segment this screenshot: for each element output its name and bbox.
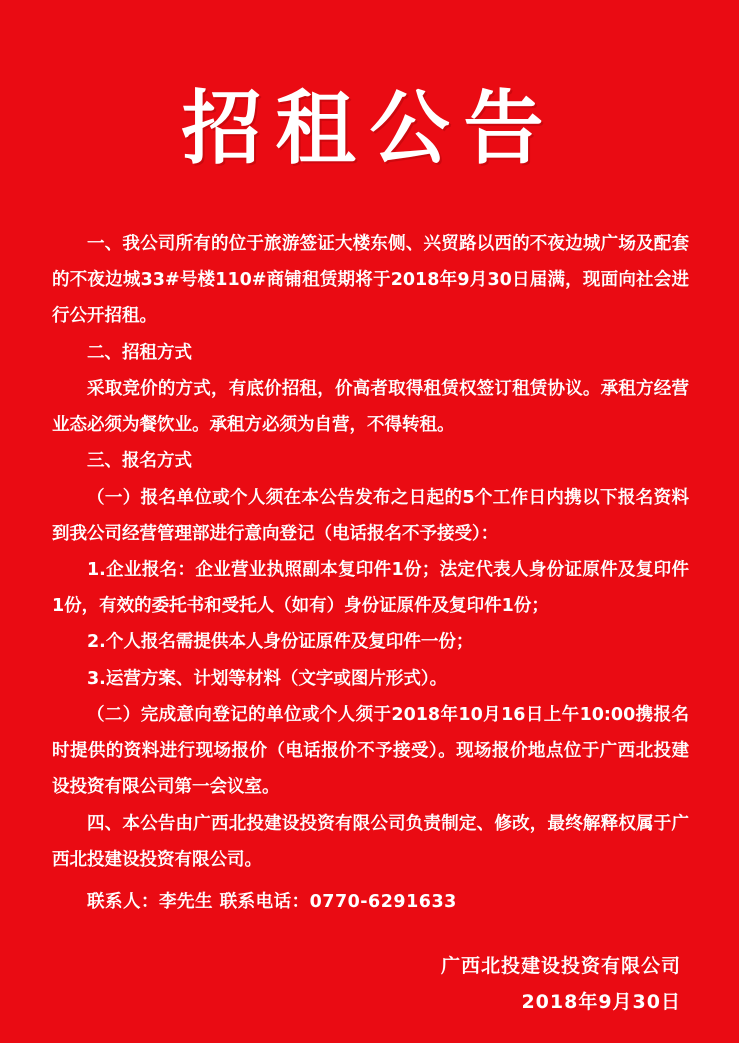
body-paragraph: （一）报名单位或个人须在本公告发布之日起的5个工作日内携以下报名资料到我公司经营管理部进行意向登记（电话报名不予接受）： <box>52 487 689 544</box>
signature-company: 广西北投建设投资有限公司 <box>440 955 681 978</box>
body-paragraph: 采取竞价的方式，有底价招租，价高者取得租赁权签订租赁协议。承租方经营业态必须为餐饮业。承租方必须为自营，不得转租。 <box>52 378 689 436</box>
signature-block <box>0 948 681 1020</box>
body-paragraph: 四、本公告由广西北投建设投资有限公司负责制定、修改，最终解释权属于广西北投建设投资有限公司。 <box>52 813 689 870</box>
signature-date: 2018年9月30日 <box>521 991 681 1014</box>
body-paragraph: 二、招租方式 <box>87 342 192 363</box>
body-paragraph: 1.企业报名：企业营业执照副本复印件1份；法定代表人身份证原件及复印件1份，有效的委托书和受托人（如有）身份证原件及复印件1份； <box>52 559 689 617</box>
body-paragraph: （二）完成意向登记的单位或个人须于2018年10月16日上午10:00携报名时提供的资料进行现场报价（电话报价不予接受）。现场报价地点位于广西北投建设投资有限公司第一会议室。 <box>52 704 689 798</box>
body-paragraph: 一、我公司所有的位于旅游签证大楼东侧、兴贸路以西的不夜边城广场及配套的不夜边城33#号楼110#商铺租赁期将于2018年9月30日届满，现面向社会进行公开招租。 <box>52 234 689 327</box>
body-paragraph: 3.运营方案、计划等材料（文字或图片形式）。 <box>87 668 448 689</box>
body-paragraph: 三、报名方式 <box>87 451 192 472</box>
announcement-body <box>52 226 689 878</box>
page-title: 招租公告 <box>181 81 558 175</box>
contact-line: 联系人：李先生 联系电话：0770-6291633 <box>87 891 457 912</box>
body-paragraph: 2.个人报名需提供本人身份证原件及复印件一份； <box>87 632 474 653</box>
